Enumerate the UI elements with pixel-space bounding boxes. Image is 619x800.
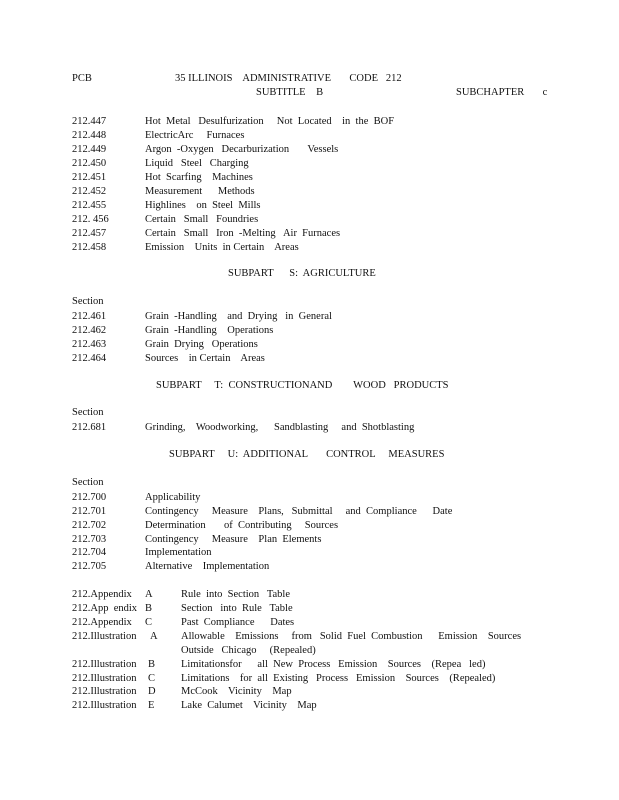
section-number: 212.451 [72, 172, 107, 183]
section-number: 212.455 [72, 200, 107, 211]
appendix-letter: E [148, 700, 155, 711]
appendix-title-continued: Outside Chicago (Repealed) [181, 645, 316, 656]
appendix-title: McCook Vicinity Map [181, 686, 292, 697]
appendix-number: 212.App endix [72, 603, 138, 614]
section-title: Contingency Measure Plan Elements [145, 534, 322, 545]
section-title: Certain Small Iron -Melting Air Furnaces [145, 228, 341, 239]
section-title: Measurement Methods [145, 186, 255, 197]
appendix-number: 212.Illustration [72, 659, 137, 670]
appendix-letter: B [148, 659, 156, 670]
appendix-title: Lake Calumet Vicinity Map [181, 700, 317, 711]
section-title: Certain Small Foundries [145, 214, 259, 225]
section-number: 212.462 [72, 325, 107, 336]
section-title: Highlines on Steel Mills [145, 200, 261, 211]
section-number: 212.457 [72, 228, 107, 239]
section-number: 212.452 [72, 186, 107, 197]
appendix-letter: A [150, 631, 158, 642]
section-number: 212.705 [72, 561, 107, 572]
section-label: Section [72, 296, 104, 307]
section-title: Sources in Certain Areas [145, 353, 265, 364]
appendix-title: Past Compliance Dates [181, 617, 295, 628]
section-title: Grain Drying Operations [145, 339, 258, 350]
section-title: Grinding, Woodworking, Sandblasting and Shotblasting [145, 422, 415, 433]
header-subtitle: SUBTITLE B [256, 87, 324, 98]
section-title: Alternative Implementation [145, 561, 270, 572]
subpart-u-heading: SUBPART U: ADDITIONAL CONTROL MEASURES [169, 449, 445, 460]
appendix-letter: B [145, 603, 153, 614]
subpart-t-heading: SUBPART T: CONSTRUCTIONAND WOOD PRODUCTS [156, 380, 449, 391]
header-title: 35 ILLINOIS ADMINISTRATIVE CODE 212 [175, 73, 402, 84]
header-subchapter: SUBCHAPTER c [456, 87, 548, 98]
section-number: 212.704 [72, 547, 107, 558]
section-title: Liquid Steel Charging [145, 158, 249, 169]
section-title: Contingency Measure Plans, Submittal and Compliance Date [145, 506, 453, 517]
appendix-letter: A [145, 589, 153, 600]
appendix-title: Rule into Section Table [181, 589, 291, 600]
section-number: 212.458 [72, 242, 107, 253]
subpart-s-heading: SUBPART S: AGRICULTURE [228, 268, 376, 279]
appendix-number: 212.Appendix [72, 617, 132, 628]
appendix-number: 212.Appendix [72, 589, 132, 600]
appendix-title: Section into Rule Table [181, 603, 293, 614]
section-label: Section [72, 477, 104, 488]
section-number: 212.448 [72, 130, 107, 141]
section-title: Emission Units in Certain Areas [145, 242, 299, 253]
section-number: 212.700 [72, 492, 107, 503]
appendix-number: 212.Illustration [72, 686, 137, 697]
section-title: Determination of Contributing Sources [145, 520, 339, 531]
section-number: 212. 456 [72, 214, 109, 225]
section-number: 212.464 [72, 353, 107, 364]
section-number: 212.449 [72, 144, 107, 155]
section-number: 212.702 [72, 520, 107, 531]
section-title: Implementation [145, 547, 212, 558]
appendix-number: 212.Illustration [72, 673, 137, 684]
section-title: Grain -Handling and Drying in General [145, 311, 332, 322]
section-number: 212.461 [72, 311, 107, 322]
appendix-title: Allowable Emissions from Solid Fuel Combustion Emission Sources [181, 631, 522, 642]
section-number: 212.703 [72, 534, 107, 545]
appendix-letter: C [148, 673, 156, 684]
section-title: Argon -Oxygen Decarburization Vessels [145, 144, 339, 155]
appendix-letter: C [145, 617, 153, 628]
section-number: 212.463 [72, 339, 107, 350]
appendix-number: 212.Illustration [72, 631, 137, 642]
section-title: ElectricArc Furnaces [145, 130, 245, 141]
section-label: Section [72, 407, 104, 418]
section-title: Grain -Handling Operations [145, 325, 274, 336]
appendix-title: Limitationsfor all New Process Emission Sources (Repea led) [181, 659, 486, 670]
section-number: 212.450 [72, 158, 107, 169]
header-agency: PCB [72, 73, 92, 84]
section-title: Hot Scarfing Machines [145, 172, 253, 183]
section-number: 212.447 [72, 116, 107, 127]
section-title: Hot Metal Desulfurization Not Located in the BOF [145, 116, 395, 127]
section-number: 212.701 [72, 506, 107, 517]
appendix-title: Limitations for all Existing Process Emission Sources (Repealed) [181, 673, 496, 684]
appendix-number: 212.Illustration [72, 700, 137, 711]
appendix-letter: D [148, 686, 156, 697]
section-number: 212.681 [72, 422, 107, 433]
section-title: Applicability [145, 492, 201, 503]
